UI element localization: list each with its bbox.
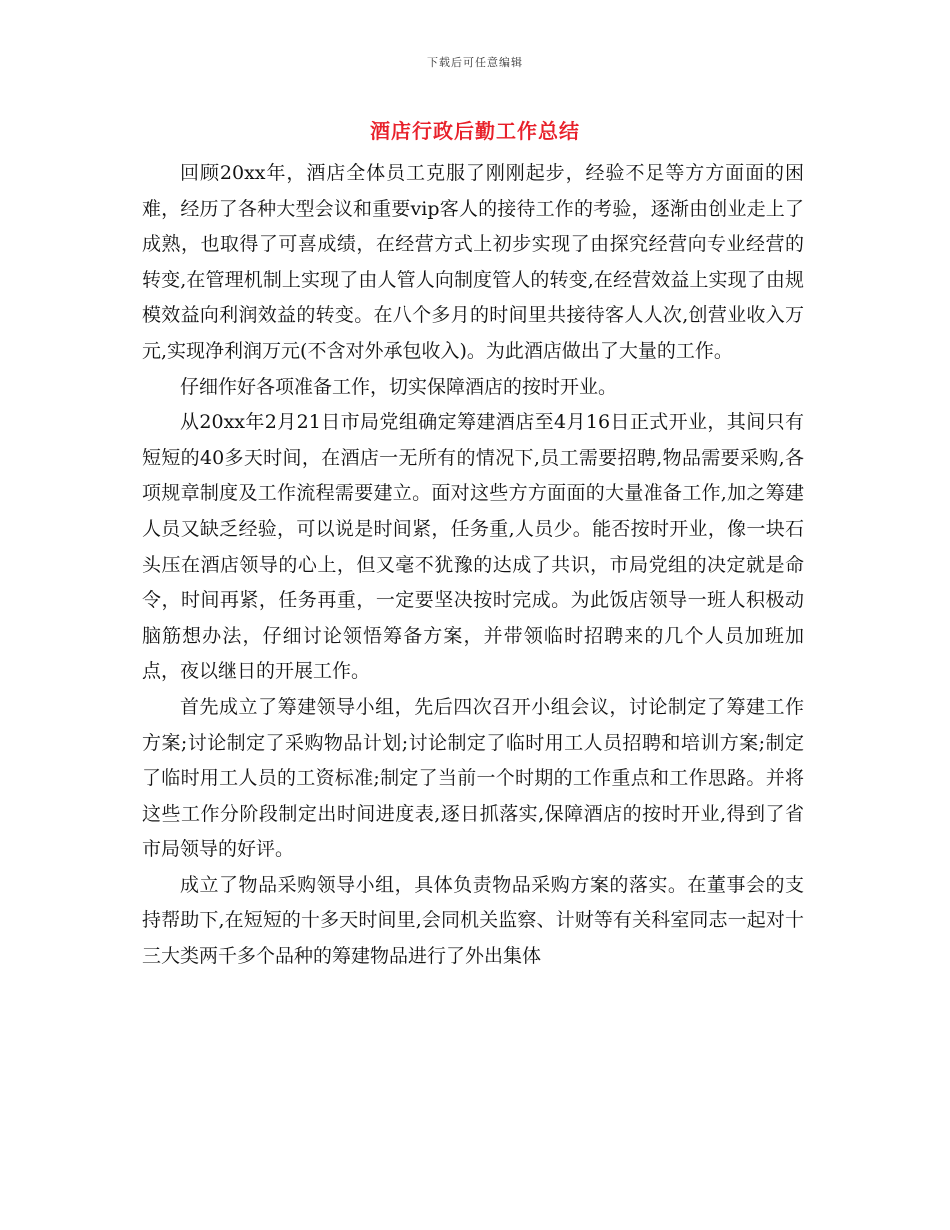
paragraph-1: 回顾20xx年，酒店全体员工克服了刚刚起步，经验不足等方方面面的困难，经历了各种大型会议和重要vip客人的接待工作的考验，逐渐由创业走上了成熟，也取得了可喜成绩，在经营方式上初步实现了由探究经营向专业经营的转变,在管理机制上实现了由人管人向制度管人的转变,在经营效益上实现了由规模效益向利润效益的转变。在八个多月的时间里共接待客人人次,创营业收入万元,实现净利润万元(不含对外承包收入)。为此酒店做出了大量的工作。 <box>142 162 804 362</box>
paragraph-5: 成立了物品采购领导小组，具体负责物品采购方案的落实。在董事会的支持帮助下,在短短的十多天时间里,会同机关监察、计财等有关科室同志一起对十三大类两千多个品种的筹建物品进行了外出集体 <box>142 873 804 968</box>
header-note: 下载后可任意编辑 <box>427 56 523 69</box>
document-title: 酒店行政后勤工作总结 <box>370 119 580 143</box>
paragraph-4: 首先成立了筹建领导小组，先后四次召开小组会议，讨论制定了筹建工作方案;讨论制定了采购物品计划;讨论制定了临时用工人员招聘和培训方案;制定了临时用工人员的工资标准;制定了当前一个时期的工作重点和工作思路。并将这些工作分阶段制定出时间进度表,逐日抓落实,保障酒店的按时开业,得到了省市局领导的好评。 <box>142 695 804 861</box>
document-body <box>142 156 804 975</box>
paragraph-2: 仔细作好各项准备工作，切实保障酒店的按时开业。 <box>180 375 618 398</box>
paragraph-3: 从20xx年2月21日市局党组确定筹建酒店至4月16日正式开业，其间只有短短的40多天时间，在酒店一无所有的情况下,员工需要招聘,物品需要采购,各项规章制度及工作流程需要建立。面对这些方方面面的大量准备工作,加之筹建人员又缺乏经验，可以说是时间紧，任务重,人员少。能否按时开业，像一块石头压在酒店领导的心上，但又毫不犹豫的达成了共识，市局党组的决定就是命令，时间再紧，任务再重，一定要坚决按时完成。为此饭店领导一班人积极动脑筋想办法，仔细讨论领悟筹备方案，并带领临时招聘来的几个人员加班加点，夜以继日的开展工作。 <box>142 411 804 683</box>
